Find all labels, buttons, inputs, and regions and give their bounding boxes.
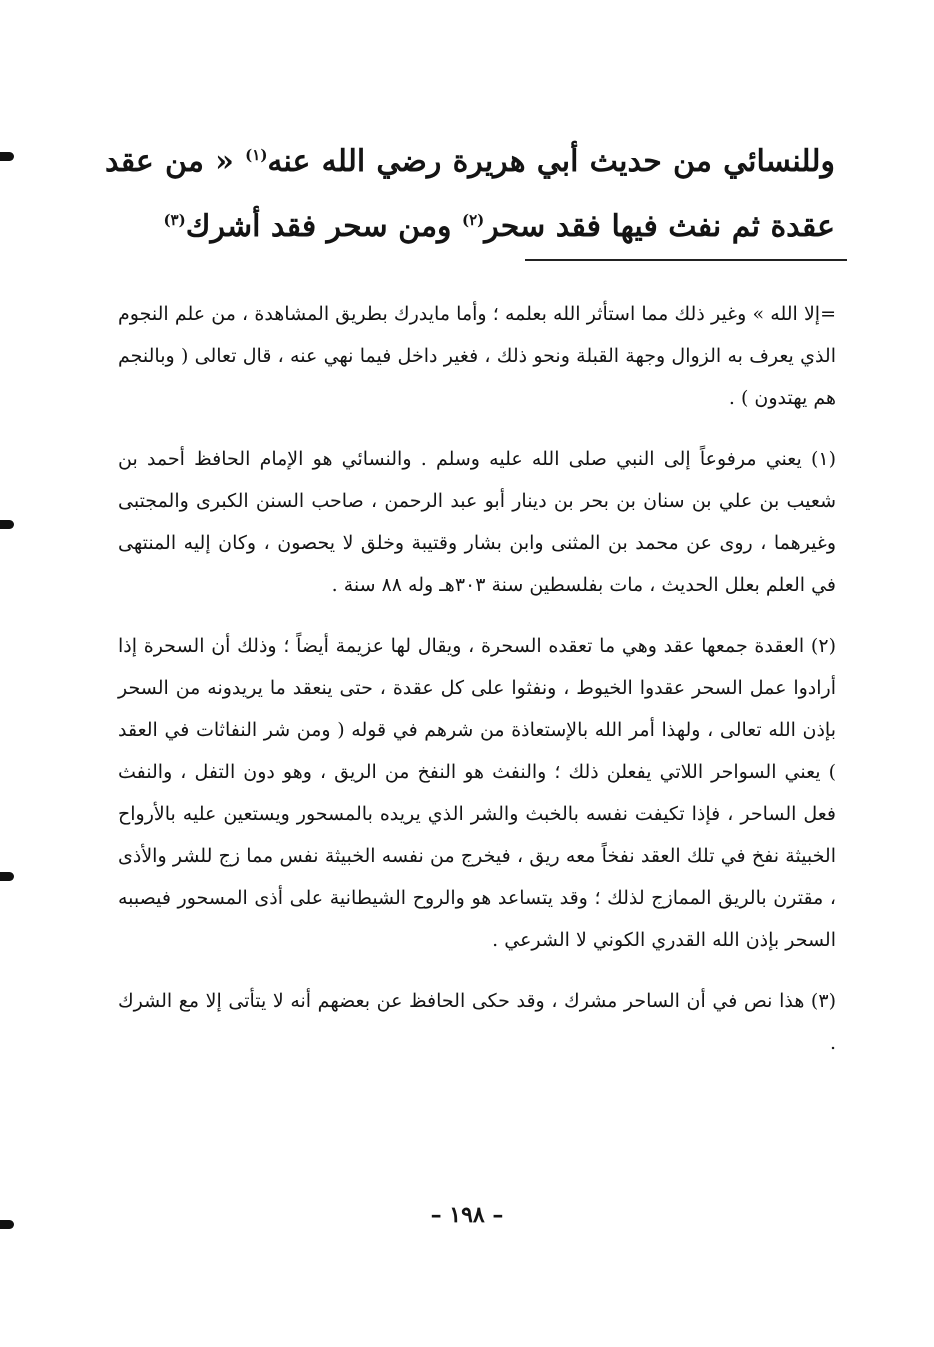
footnote-separator — [525, 259, 847, 261]
hadith-quote: « من عقد عقدة ثم نفث فيها فقد سحر — [105, 144, 835, 244]
footnote-ref-2: (٢) — [461, 211, 485, 229]
footnote-1: (١) يعني مرفوعاً إلى النبي صلى الله عليه وسلم . والنسائي هو الإمام الحافظ أحمد بن شعيب بن علي بن سنان بن بحر بن دينار أبو عبد الرحمن ، صاحب السنن الكبرى والمجتبى وغيرهما ، روى عن محمد بن المثنى وابن بشار وقتيبة وخلق لا يحصون ، وكان إليه المنتهى في العلم بعلل الحديث ، مات بفلسطين سنة ٣٠٣هـ وله ٨٨ سنة . — [118, 448, 836, 596]
footnote-3: (٣) هذا نص في أن الساحر مشرك ، وقد حكى الحافظ عن بعضهم أنه لا يتأتى إلا مع الشرك . — [118, 990, 836, 1054]
scan-edge-mark — [0, 520, 14, 529]
scan-edge-mark — [0, 152, 14, 161]
scan-edge-mark — [0, 872, 14, 881]
footnote-ref-3: (٣) — [163, 211, 186, 229]
hadith-quote-end: ومن سحر فقد أشرك — [185, 209, 452, 244]
main-text — [105, 126, 835, 256]
footnote-2: (٢) العقدة جمعها عقد وهي ما تعقده السحرة ، ويقال لها عزيمة أيضاً ؛ وذلك أن السحرة إذا أرادوا عمل السحر عقدوا الخيوط ، ونفثوا على كل عقدة ، حتى ينعقد ما يريدونه من السحر بإذن الله تعالى ، ولهذا أمر الله بالإستعاذة من شرهم في قوله ( ومن شر النفاثات في العقد ) يعني السواحر اللاتي يفعلن ذلك ؛ والنفث هو النفخ من الريق ، وهو دون التفل ، والنفث فعل الساحر ، فإذا تكيفت نفسه بالخبث والشر الذي يريده بالمسحور ويستعين عليه بالأرواح الخبيثة نفخ في تلك العقد نفخاً معه ريق ، فيخرج من نفسه الخبيثة نفس مما زج للشر والأذى ، مقترن بالريق الممازج لذلك ؛ وقد يتساعد هو والروح الشيطانية على أذى المسحور فيصببه السحر بإذن الله القدري الكوني لا الشرعي . — [118, 635, 836, 951]
footnote-continuation: =إلا الله » وغير ذلك مما استأثر الله بعلمه ؛ وأما مايدرك بطريق المشاهدة ، من علم النجوم الذي يعرف به الزوال وجهة القبلة ونحو ذلك ، فغير داخل فيما نهي عنه ، قال تعالى ( وبالنجم هم يهتدون ) . — [118, 303, 836, 409]
main-text-segment: وللنسائي من حديث أبي هريرة رضي الله عنه — [267, 144, 835, 179]
page-number: – ١٩٨ – — [430, 1202, 504, 1228]
footnotes — [118, 293, 836, 1083]
footnote-ref-1: (١) — [245, 146, 268, 164]
